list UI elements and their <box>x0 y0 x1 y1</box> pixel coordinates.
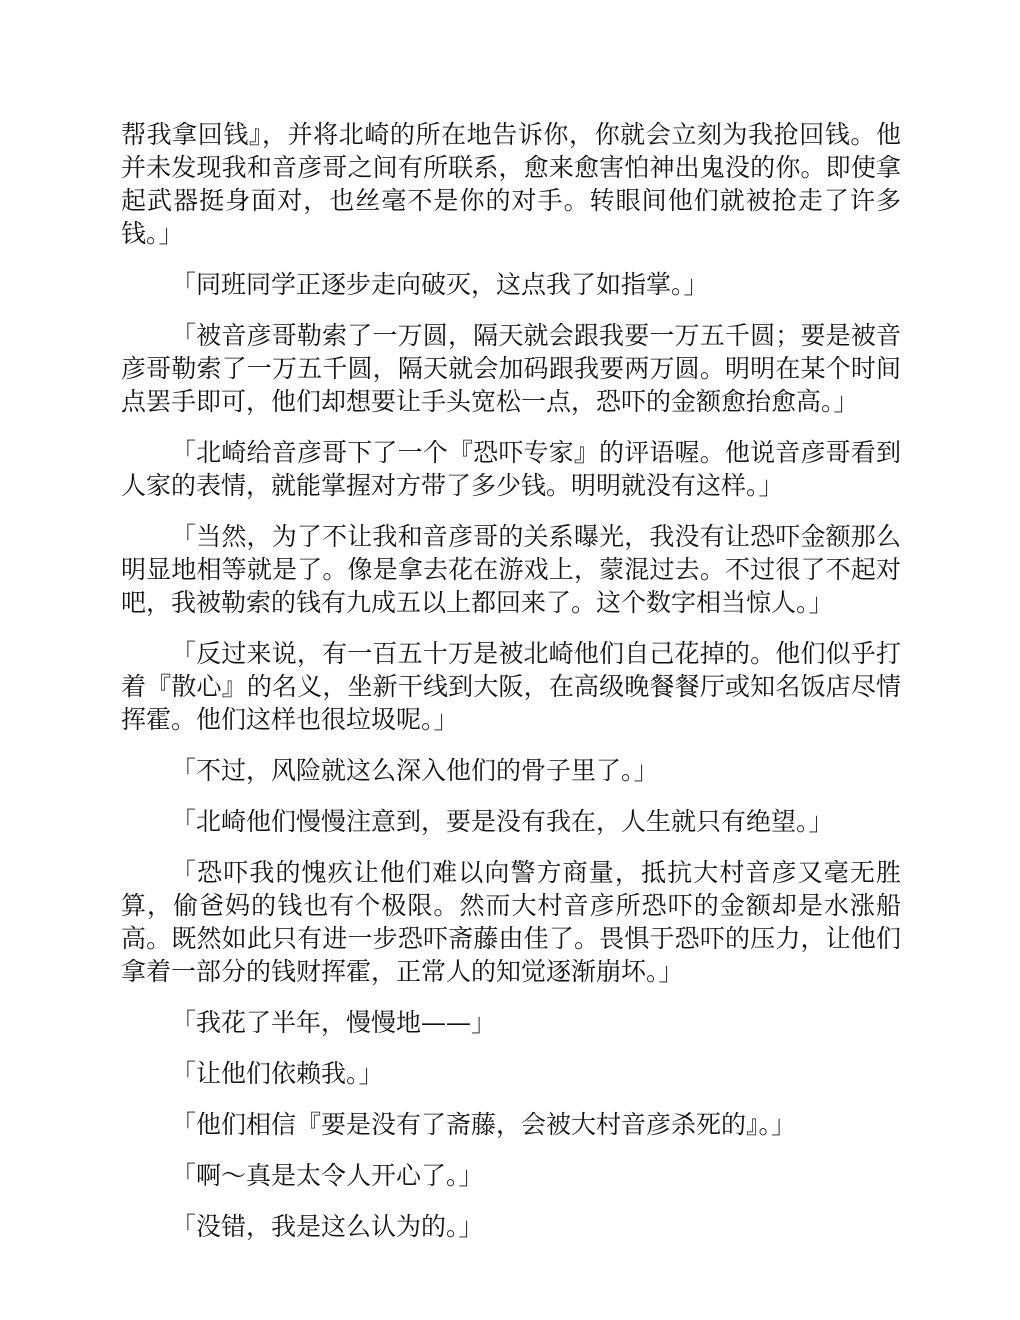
paragraph-14: 「没错，我是这么认为的。」 <box>171 1212 484 1241</box>
paragraph-5: 「当然，为了不让我和音彦哥的关系曝光，我没有让恐吓金额那么明显地相等就是了。像是拿去花在游戏上，蒙混过去。不过很了不起对吧，我被勒索的钱有九成五以上都回来了。这个数字相当惊人。」 <box>121 522 901 617</box>
paragraph-7: 「不过，风险就这么深入他们的骨子里了。」 <box>171 756 659 785</box>
paragraph-13: 「啊～真是太令人开心了。」 <box>171 1161 484 1190</box>
paragraph-2: 「同班同学正逐步走向破灭，这点我了如指掌。」 <box>171 270 709 299</box>
paragraph-9: 「恐吓我的愧疚让他们难以向警方商量，抵抗大村音彦又毫无胜算，偷爸妈的钱也有个极限。然而大村音彦所恐吓的金额却是水涨船高。既然如此只有进一步恐吓斋藤由佳了。畏惧于恐吓的压力，让他们拿着一部分的钱财挥霍，正常人的知觉逐渐崩坏。」 <box>121 858 901 986</box>
paragraph-1: 帮我拿回钱』，并将北崎的所在地告诉你，你就会立刻为我抢回钱。他并未发现我和音彦哥之间有所联系，愈来愈害怕神出鬼没的你。即使拿起武器挺身面对，也丝毫不是你的对手。转眼间他们就被抢走了许多钱。」 <box>121 120 901 248</box>
paragraph-12: 「他们相信『要是没有了斋藤，会被大村音彦杀死的』。」 <box>171 1110 797 1139</box>
paragraph-3: 「被音彦哥勒索了一万圆，隔天就会跟我要一万五千圆；要是被音彦哥勒索了一万五千圆，隔天就会加码跟我要两万圆。明明在某个时间点罢手即可，他们却想要让手头宽松一点，恐吓的金额愈抬愈高。」 <box>121 321 901 416</box>
paragraph-4: 「北崎给音彦哥下了一个『恐吓专家』的评语喔。他说音彦哥看到人家的表情，就能掌握对方带了多少钱。明明就没有这样。」 <box>121 438 901 500</box>
document-page <box>121 118 901 1261</box>
paragraph-6: 「反过来说，有一百五十万是被北崎他们自己花掉的。他们似乎打着『散心』的名义，坐新干线到大阪，在高级晚餐餐厅或知名饭店尽情挥霍。他们这样也很垃圾呢。」 <box>121 639 901 734</box>
paragraph-11: 「让他们依赖我。」 <box>171 1059 384 1088</box>
paragraph-8: 「北崎他们慢慢注意到，要是没有我在，人生就只有绝望。」 <box>171 807 834 836</box>
paragraph-10: 「我花了半年，慢慢地——」 <box>171 1008 497 1037</box>
